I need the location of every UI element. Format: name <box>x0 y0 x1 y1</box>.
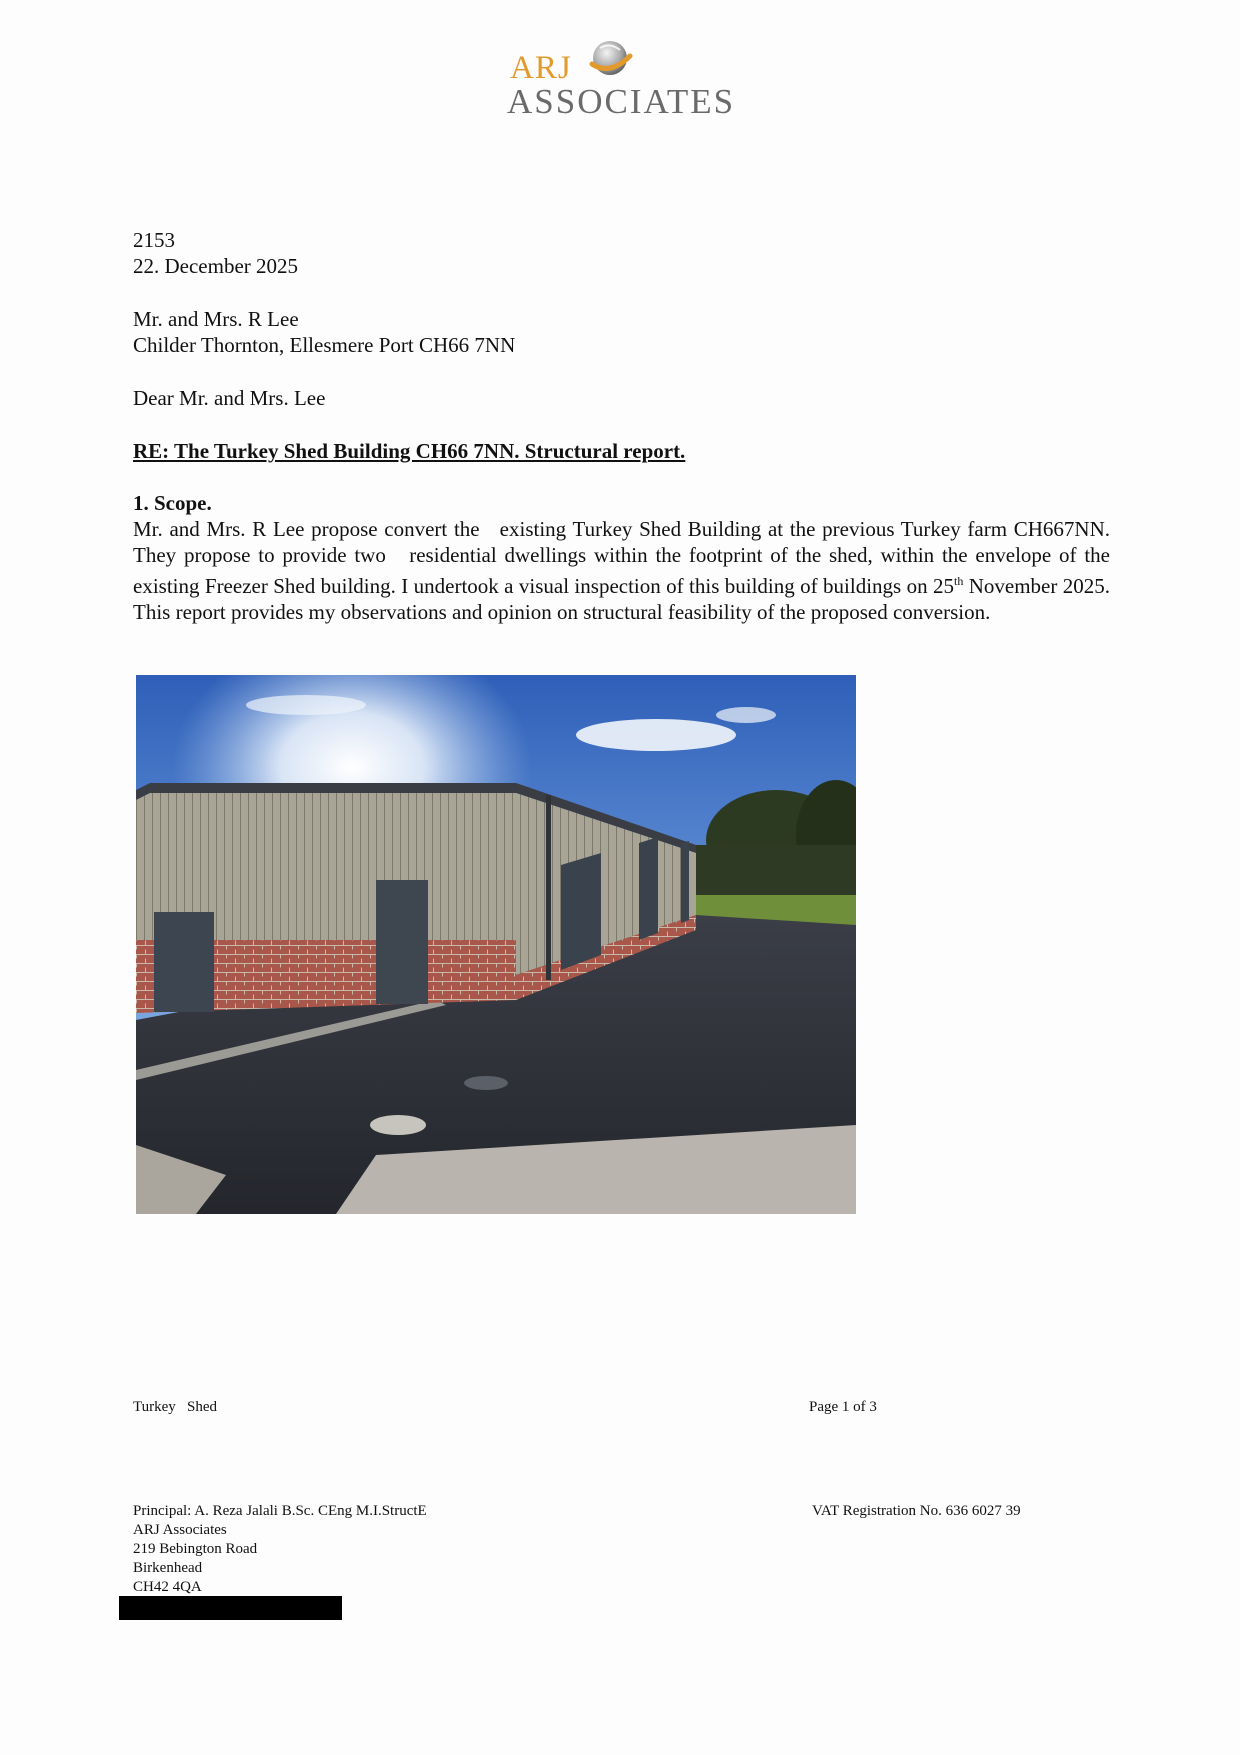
globe-icon <box>586 38 634 82</box>
scope-paragraph <box>133 516 1116 625</box>
logo-arj-text: ARJ <box>510 50 572 86</box>
addressee: Mr. and Mrs. R Lee <box>133 307 299 331</box>
scope-superscript: th <box>953 574 964 588</box>
footer-document-name: Turkey Shed <box>133 1399 218 1415</box>
firm-town: Birkenhead <box>133 1560 203 1576</box>
principal-line: Principal: A. Reza Jalali B.Sc. CEng M.I.StructE <box>133 1503 427 1519</box>
addressee-address: Childer Thornton, Ellesmere Port CH66 7NN <box>133 333 516 357</box>
letter-date: 22. December 2025 <box>133 254 299 278</box>
scope-text-part2: November 2025. This report provides my observations and opinion on structural feasibility of the proposed conversion. <box>133 574 1115 624</box>
firm-street: 219 Bebington Road <box>133 1541 258 1557</box>
page-number: Page 1 of 3 <box>809 1399 877 1415</box>
vat-registration: VAT Registration No. 636 6027 39 <box>812 1503 1021 1519</box>
turkey-shed-photo <box>136 675 856 1214</box>
redaction-bar <box>119 1596 342 1620</box>
reference-number: 2153 <box>133 228 175 252</box>
firm-name: ARJ Associates <box>133 1522 227 1538</box>
logo-associates-text: ASSOCIATES <box>507 82 736 121</box>
section-heading-scope: 1. Scope. <box>133 491 212 515</box>
firm-postcode: CH42 4QA <box>133 1579 202 1595</box>
company-logo <box>507 36 739 120</box>
subject-line: RE: The Turkey Shed Building CH66 7NN. Structural report. <box>133 439 686 463</box>
salutation: Dear Mr. and Mrs. Lee <box>133 386 326 410</box>
scope-text-part1: Mr. and Mrs. R Lee propose convert the existing Turkey Shed Building at the previous Turkey farm CH667NN. They propose to provide two residential dwellings within the footprint of the shed, within the envelope of the existing Freezer Shed building. I undertook a visual inspection of this building of buildings on 25 <box>133 517 1116 598</box>
